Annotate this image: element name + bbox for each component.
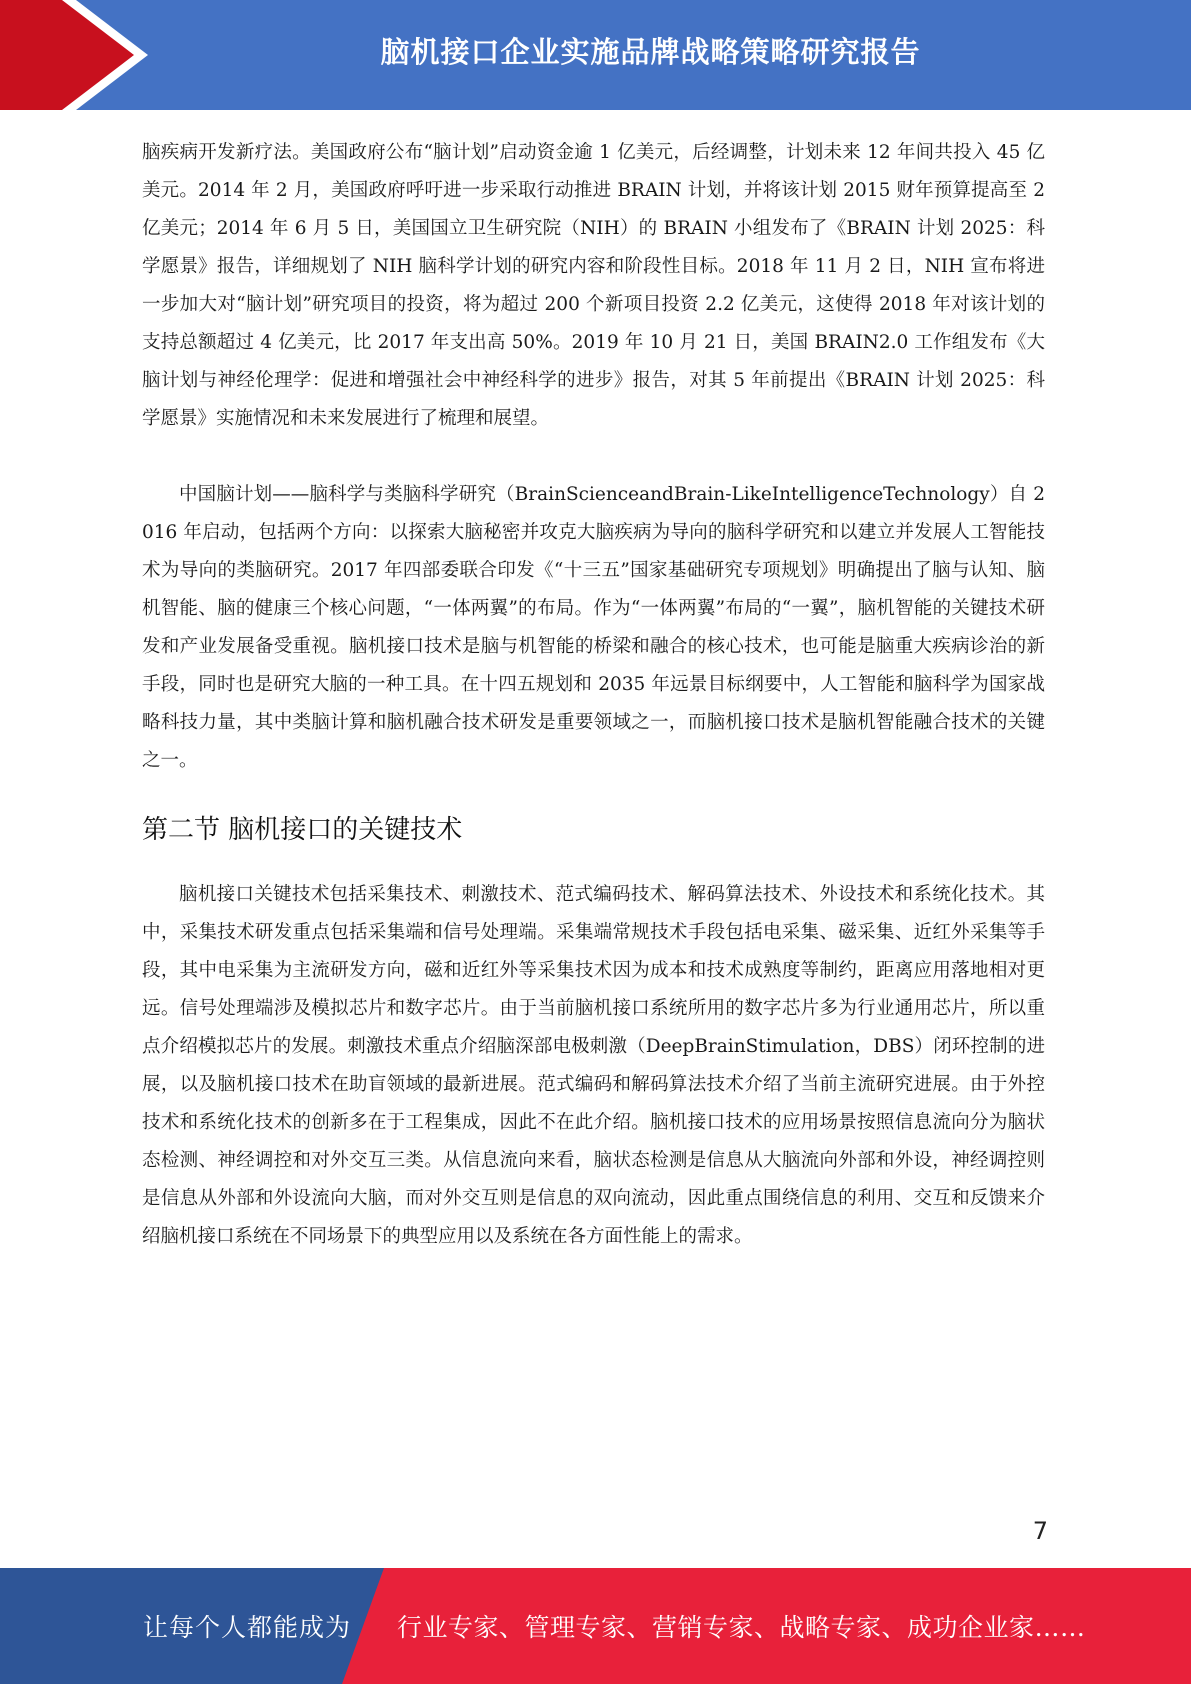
page-number: 7 — [1032, 1517, 1048, 1545]
paragraph-us-brain-initiative: 脑疾病开发新疗法。美国政府公布“脑计划”启动资金逾 1 亿美元，后经调整，计划未来 12 年间共投入 45 亿美元。2014 年 2 月，美国政府呼吁进一步采取行动推进 BRAIN 计划，并将该计划 2015 财年预算提高至 2 亿美元；2014 年 6 月 5 日，美国国立卫生研究院（NIH）的 BRAIN 小组发布了《BRAIN 计划 2025：科学愿景》报告，详细规划了 NIH 脑科学计划的研究内容和阶段性目标。2018 年 11 月 2 日，NIH 宣布将进一步加大对“脑计划”研究项目的投资，将为超过 200 个新项目投资 2.2 亿美元，这使得 2018 年对该计划的支持总额超过 4 亿美元，比 2017 年支出高 50%。2019 年 10 月 21 日，美国 BRAIN2.0 工作组发布《大脑计划与神经伦理学：促进和增强社会中神经科学的进步》报告，对其 5 年前提出《BRAIN 计划 2025：科学愿景》实施情况和未来发展进行了梳理和展望。 — [142, 142, 1045, 429]
footer-slogan-right: 行业专家、管理专家、营销专家、战略专家、成功企业家…… — [397, 1613, 1086, 1642]
page-content — [142, 134, 1045, 1256]
paragraph-china-brain-project: 中国脑计划——脑科学与类脑科学研究（BrainScienceandBrain-LikeIntelligenceTechnology）自 2016 年启动，包括两个方向：以探索大脑秘密并攻克大脑疾病为导向的脑科学研究和以建立并发展人工智能技术为导向的类脑研究。2017 年四部委联合印发《“十三五”国家基础研究专项规划》明确提出了脑与认知、脑机智能、脑的健康三个核心问题，“一体两翼”的布局。作为“一体两翼”布局的“一翼”，脑机智能的关键技术研发和产业发展备受重视。脑机接口技术是脑与机智能的桥梁和融合的核心技术，也可能是脑重大疾病诊治的新手段，同时也是研究大脑的一种工具。在十四五规划和 2035 年远景目标纲要中，人工智能和脑科学为国家战略科技力量，其中类脑计算和脑机融合技术研发是重要领域之一，而脑机接口技术是脑机智能融合技术的关键之一。 — [142, 484, 1045, 771]
page-footer — [0, 1568, 1191, 1684]
footer-slogan-left: 让每个人都能成为 — [143, 1613, 352, 1642]
page-header — [0, 0, 1191, 110]
paragraph-key-technologies: 脑机接口关键技术包括采集技术、刺激技术、范式编码技术、解码算法技术、外设技术和系统化技术。其中，采集技术研发重点包括采集端和信号处理端。采集端常规技术手段包括电采集、磁采集、近红外采集等手段，其中电采集为主流研发方向，磁和近红外等采集技术因为成本和技术成熟度等制约，距离应用落地相对更远。信号处理端涉及模拟芯片和数字芯片。由于当前脑机接口系统所用的数字芯片多为行业通用芯片，所以重点介绍模拟芯片的发展。刺激技术重点介绍脑深部电极刺激（DeepBrainStimulation，DBS）闭环控制的进展，以及脑机接口技术在助盲领域的最新进展。范式编码和解码算法技术介绍了当前主流研究进展。由于外控技术和系统化技术的创新多在于工程集成，因此不在此介绍。脑机接口技术的应用场景按照信息流向分为脑状态检测、神经调控和对外交互三类。从信息流向来看，脑状态检测是信息从大脑流向外部和外设，神经调控则是信息从外部和外设流向大脑，而对外交互则是信息的双向流动，因此重点围绕信息的利用、交互和反馈来介绍脑机接口系统在不同场景下的典型应用以及系统在各方面性能上的需求。 — [142, 884, 1045, 1247]
section-heading: 第二节 脑机接口的关键技术 — [142, 815, 463, 845]
header-title: 脑机接口企业实施品牌战略策略研究报告 — [380, 34, 921, 69]
